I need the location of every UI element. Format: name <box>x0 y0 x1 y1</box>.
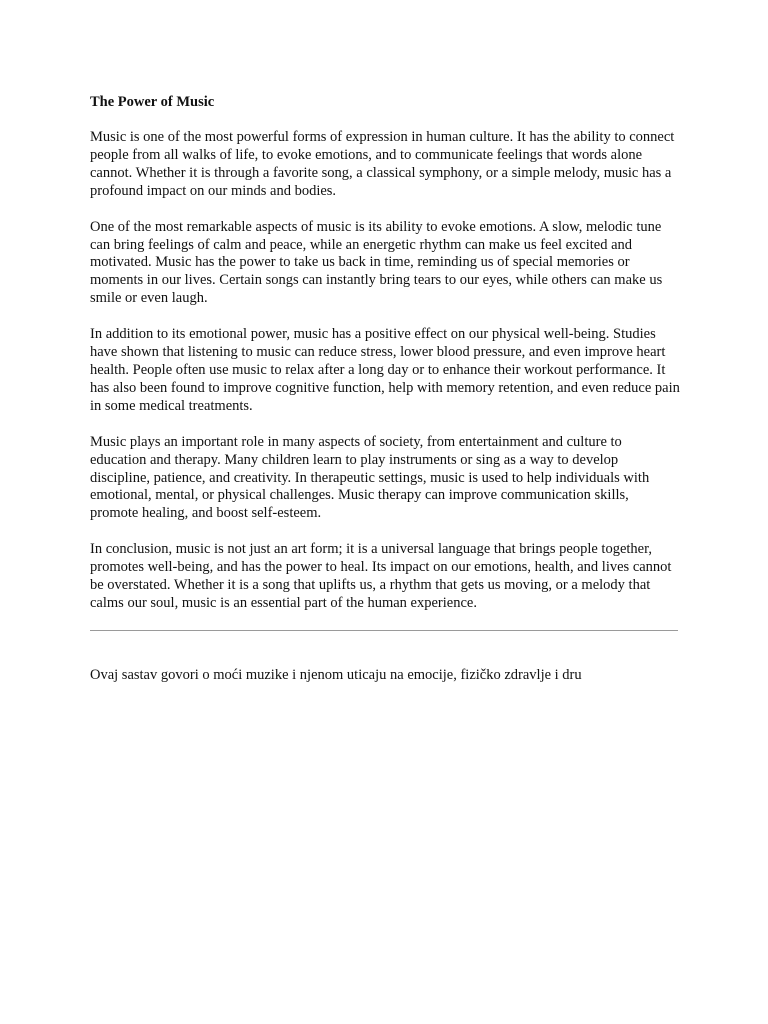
document-body <box>90 93 680 631</box>
paragraph-physical: In addition to its emotional power, music has a positive effect on our physical well-being. Studies have shown that listening to music can reduce stress, lower blood pressure, and even improve heart health. People often use music to relax after a long day or to enhance their workout performance. It has also been found to improve cognitive function, help with memory retention, and even reduce pain in some medical treatments. <box>90 326 680 414</box>
footer-note: Ovaj sastav govori o moći muzike i njenom uticaju na emocije, fizičko zdravlje i dru <box>90 667 582 683</box>
paragraph-conclusion: In conclusion, music is not just an art form; it is a universal language that brings people together, promotes well-being, and has the power to heal. Its impact on our emotions, health, and lives cannot be overstated. Whether it is a song that uplifts us, a rhythm that gets us moving, or a melody that calms our soul, music is an essential part of the human experience. <box>90 541 672 611</box>
paragraph-society: Music plays an important role in many aspects of society, from entertainment and culture to education and therapy. Many children learn to play instruments or sing as a way to develop discipline, patience, and creativity. In therapeutic settings, music is used to help individuals with emotional, mental, or physical challenges. Music therapy can improve communication skills, promote healing, and boost self-esteem. <box>90 433 650 522</box>
paragraph-intro: Music is one of the most powerful forms of expression in human culture. It has the ability to connect people from all walks of life, to evoke emotions, and to communicate feelings that words alone cannot. Whether it is through a favorite song, a classical symphony, or a simple melody, music has a profound impact on our minds and bodies. <box>90 129 675 199</box>
horizontal-divider <box>90 630 678 631</box>
paragraph-emotions: One of the most remarkable aspects of music is its ability to evoke emotions. A slow, melodic tune can bring feelings of calm and peace, while an energetic rhythm can make us feel excited and motivated. Music has the power to take us back in time, reminding us of special memories or moments in our lives. Certain songs can instantly bring tears to our eyes, while others can make us smile or even laugh. <box>90 218 663 307</box>
document-title: The Power of Music <box>90 94 215 110</box>
